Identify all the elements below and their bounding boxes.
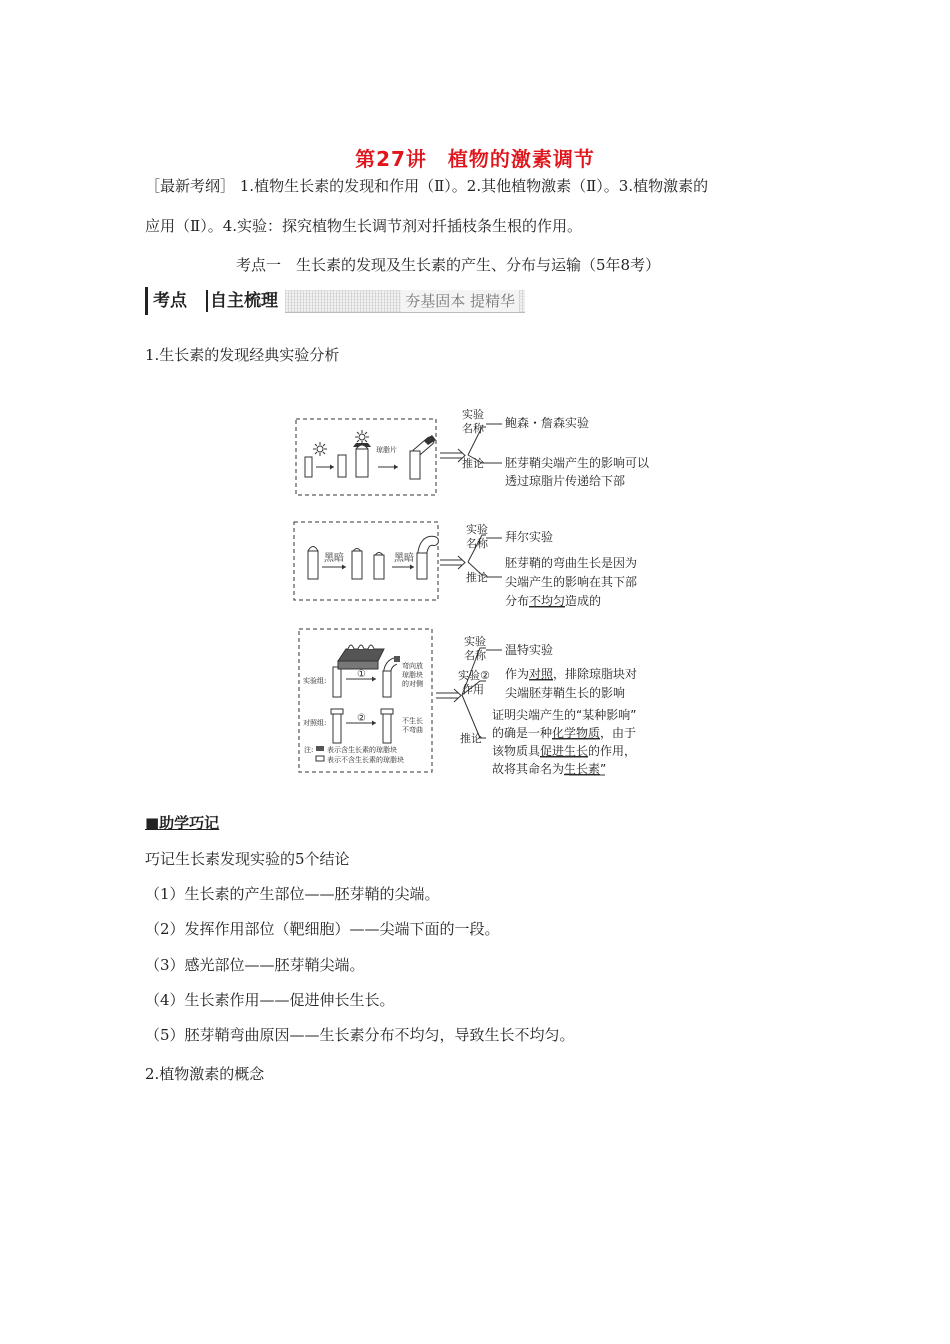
exp2-infer-3: 分布不均匀造成的	[505, 594, 602, 608]
exp3-infer-4: 故将其命名为生长素”	[492, 762, 607, 776]
exp1-name-label-2: 名称	[462, 422, 484, 435]
heading-1: 1.生长素的发现经典实验分析	[145, 346, 340, 364]
exp3-step-2: ②	[357, 713, 366, 724]
exp3-infer-label: 推论	[460, 732, 482, 745]
section-bar-divider	[206, 290, 208, 312]
exp2-dark-2: 黑暗	[394, 553, 414, 564]
section-bar-label-b: 自主梳理	[210, 291, 278, 311]
exp3-step-1: ①	[357, 669, 366, 680]
exp1-coleoptile-1	[305, 457, 312, 477]
exp3-infer-2: 的确是一种化学物质，由于	[492, 726, 637, 740]
exp1-infer-label: 推论	[462, 457, 484, 470]
exp1-name-label-1: 实验	[462, 408, 484, 421]
exp3-double-arrow	[436, 693, 458, 698]
exp3-name-label-2: 名称	[464, 649, 486, 662]
exp3-note-3: 表示不含生长素的琼脂块	[327, 756, 404, 764]
tips-item-2: （2）发挥作用部位（靶细胞）——尖端下面的一段。	[145, 920, 500, 938]
exp2-coleoptile-2	[352, 549, 362, 580]
exp3-note-1: 注:	[304, 746, 314, 754]
exp2-dark-1: 黑暗	[324, 553, 344, 564]
tips-intro: 巧记生长素发现实验的5个结论	[145, 850, 350, 868]
exp2-bent-coleoptile	[417, 541, 434, 579]
page-title: 第27讲 植物的激素调节	[355, 147, 595, 171]
exp2-infer-label: 推论	[466, 571, 488, 584]
section-bar-banner	[285, 290, 525, 313]
exp2-coleoptile-3	[374, 553, 384, 580]
outline-line-1: ［最新考纲］ 1.植物生长素的发现和作用（Ⅱ）。2.其他植物激素（Ⅱ）。3.植物激素的	[145, 177, 709, 195]
section-bar-slogan: 夯基固本 提精华	[401, 290, 519, 312]
exp3-result-1-2: 琼脂块	[402, 671, 423, 679]
exp1-infer-1: 胚芽鞘尖端产生的影响可以	[505, 456, 650, 470]
exp3-cut-coleoptile-3	[383, 713, 391, 743]
exp3-result-1-3: 的对侧	[402, 680, 423, 688]
exp3-note-dark-swatch	[316, 746, 324, 751]
exp2-name: 拜尔实验	[505, 530, 554, 544]
sun-icon	[355, 430, 369, 444]
exp3-result-2-1: 不生长	[402, 717, 423, 725]
exp2-infer-1: 胚芽鞘的弯曲生长是因为	[505, 556, 638, 570]
exp3-role-label-2: 作用	[462, 683, 484, 696]
exp3-result-1-1: 弯向放	[402, 662, 423, 670]
section-bar-label	[145, 287, 286, 315]
tips-item-1: （1）生长素的产生部位——胚芽鞘的尖端。	[145, 885, 440, 903]
exp1-agar-label: 琼脂片	[376, 446, 397, 454]
exp3-note-2: 表示含生长素的琼脂块	[327, 746, 397, 754]
section-bar	[145, 287, 525, 315]
section-bar-label-a: 考点	[153, 291, 187, 311]
exp3-name: 温特实验	[505, 643, 554, 657]
outline-line-2: 应用（Ⅱ）。4.实验：探究植物生长调节剂对扦插枝条生根的作用。	[145, 217, 583, 235]
exp2-coleoptile-1	[308, 547, 318, 580]
tips-item-3: （3）感光部位——胚芽鞘尖端。	[145, 956, 365, 974]
exp2-name-label-1: 实验	[466, 523, 488, 536]
exp3-role-label-1: 实验②	[458, 669, 490, 682]
exp3-result-2-2: 不弯曲	[402, 726, 423, 734]
auxin-experiments-diagram	[290, 405, 670, 785]
exp3-name-label-1: 实验	[464, 635, 486, 648]
exp3-cut-coleoptile-1	[333, 667, 341, 697]
exp3-plain-agar-1	[331, 709, 343, 714]
exp1-name: 鲍森・詹森实验	[505, 416, 590, 430]
exp3-plain-agar-2	[381, 709, 393, 714]
exp3-exp-group: 实验组:	[303, 677, 327, 685]
kaodian-heading: 考点一 生长素的发现及生长素的产生、分布与运输（5年8考）	[236, 256, 661, 274]
exp2-infer-2: 尖端产生的影响在其下部	[505, 575, 638, 589]
exp1-coleoptile-2	[338, 455, 346, 477]
heading-2: 2.植物激素的概念	[145, 1065, 265, 1083]
exp1-double-arrow	[440, 453, 462, 458]
tips-item-5: （5）胚芽鞘弯曲原因——生长素分布不均匀，导致生长不均匀。	[145, 1026, 575, 1044]
exp1-infer-2: 透过琼脂片传递给下部	[505, 474, 626, 488]
exp3-role-1: 作为对照，排除琼脂块对	[505, 667, 638, 681]
exp3-ctrl-group: 对照组:	[303, 719, 327, 727]
exp3-infer-3: 该物质具促进生长的作用，	[492, 744, 637, 758]
exp2-double-arrow	[440, 560, 462, 565]
exp3-tip-on-agar	[338, 645, 384, 669]
exp1-bent-coleoptile	[410, 435, 436, 479]
tips-heading: ■助学巧记	[145, 814, 220, 832]
exp2-name-label-2: 名称	[466, 537, 488, 550]
exp3-note-light-swatch	[316, 756, 324, 761]
tips-item-4: （4）生长素作用——促进伸长生长。	[145, 991, 395, 1009]
exp3-role-2: 尖端胚芽鞘生长的影响	[505, 686, 626, 700]
exp3-infer-1: 证明尖端产生的“某种影响”	[492, 708, 637, 722]
exp3-bent-coleoptile	[383, 656, 400, 697]
exp1-coleoptile-3	[356, 449, 368, 477]
sun-icon	[313, 442, 327, 456]
exp3-cut-coleoptile-2	[333, 713, 341, 743]
